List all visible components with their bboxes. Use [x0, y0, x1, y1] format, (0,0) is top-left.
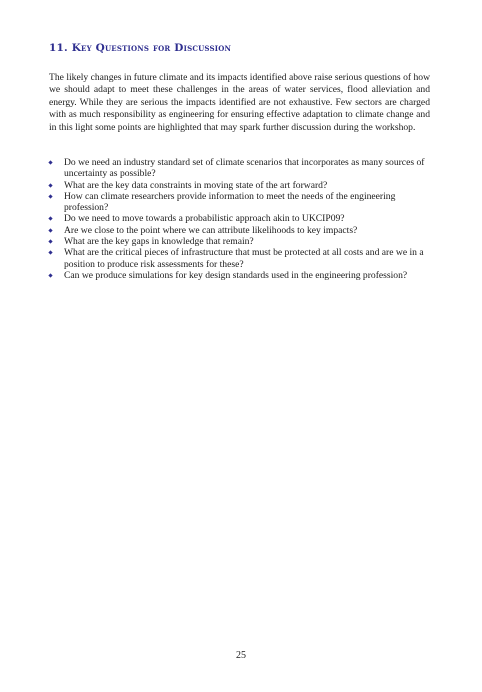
page-number: 25 — [236, 650, 246, 661]
question-item — [49, 270, 430, 281]
question-text: Do we need an industry standard set of climate scenarios that incorporates as many sources of uncertainty as possible? — [64, 157, 425, 180]
question-item — [49, 213, 430, 224]
question-text: What are the key data constraints in moving state of the art forward? — [64, 179, 328, 191]
question-text: Are we close to the point where we can attribute likelihoods to key impacts? — [64, 224, 358, 236]
question-item — [49, 180, 430, 191]
question-text: Can we produce simulations for key design standards used in the engineering profession? — [64, 269, 408, 281]
section-heading — [49, 42, 231, 54]
bullet-icon — [48, 273, 52, 277]
bullet-icon — [48, 183, 52, 187]
question-text: What are the critical pieces of infrastructure that must be protected at all costs and are we in a position to produce risk assessments for these? — [64, 247, 424, 270]
question-item — [49, 225, 430, 236]
questions-list — [49, 157, 430, 281]
question-item — [49, 247, 430, 270]
intro-paragraph: The likely changes in future climate and its impacts identified above raise serious questions of how we should adapt to meet these challenges in the areas of water services, flood alleviation and energy. While they are serious the impacts identified are not exhaustive. Few sectors are charged with as much responsibility as engineering for ensuring effective adaptation to climate change and in this light some points are highlighted that may spark further discussion during the workshop. — [49, 72, 430, 133]
question-text: What are the key gaps in knowledge that remain? — [64, 236, 254, 248]
bullet-icon — [48, 217, 52, 221]
question-item — [49, 236, 430, 247]
bullet-icon — [48, 251, 52, 255]
question-text: How can climate researchers provide information to meet the needs of the engineering profession? — [64, 190, 396, 214]
bullet-icon — [48, 239, 52, 243]
question-item — [49, 191, 430, 214]
bullet-icon — [48, 160, 52, 164]
question-text: Do we need to move towards a probabilistic approach akin to UKCIP09? — [64, 213, 345, 225]
bullet-icon — [48, 194, 52, 198]
bullet-icon — [48, 228, 52, 232]
question-item — [49, 157, 430, 180]
section-heading-text: 11. Key Questions for Discussion — [49, 42, 232, 54]
